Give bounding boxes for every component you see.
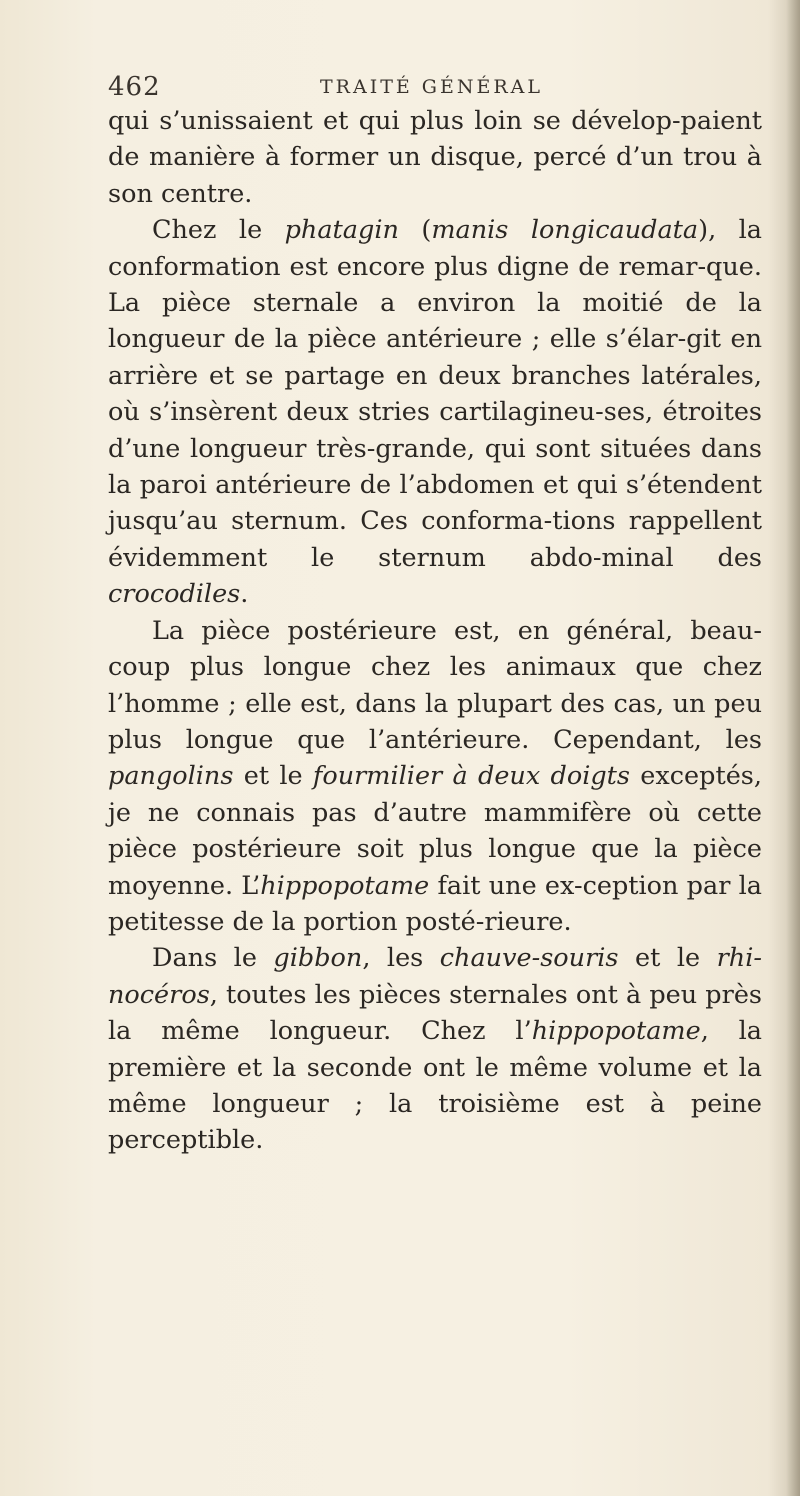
- italic-term: phatagin: [284, 215, 399, 246]
- italic-term: hippopotame: [260, 870, 430, 901]
- italic-term: hippopotame: [531, 1016, 701, 1047]
- text-run: qui s’unissaient et qui plus loin se dévelop-paient de manière à former un disque, percé d’un trou à son centre.: [108, 106, 762, 209]
- body-text: [108, 103, 762, 1159]
- text-run: (: [398, 215, 432, 246]
- italic-term: crocodiles: [108, 579, 241, 610]
- italic-term: gibbon: [273, 943, 363, 974]
- italic-term: chauve-souris: [439, 943, 619, 974]
- text-run: fait une ex-ception par la petitesse de la portion posté-rieure.: [108, 870, 762, 937]
- text-run: , toutes les pièces sternales ont à peu près la même longueur. Chez l’: [108, 979, 762, 1047]
- italic-term: fourmilier à deux doigts: [312, 761, 631, 792]
- text-run: .: [240, 579, 249, 610]
- page-number: 462: [108, 72, 161, 102]
- text-run: Chez le: [152, 215, 285, 246]
- text-run: et le: [233, 761, 313, 792]
- text-run: exceptés, je ne connais pas d’autre mammifère où cette pièce postérieure soit plus longue que la pièce moyenne. L’: [108, 761, 762, 901]
- page-edge-shadow: [786, 0, 800, 1496]
- italic-term: pangolins: [108, 761, 234, 792]
- paragraph-1: [108, 103, 762, 212]
- text-run: ), la conformation est encore plus digne de remar-que. La pièce sternale a environ la moitié de la longueur de la pièce antérieure ; elle s’élar-git en arrière et se partage en deux branches latérales, où s’insèrent deux stries cartilagineu-ses, étroites d’une longueur très-grande, qui sont situées dans la paroi antérieure de l’abdomen et qui s’étendent jusqu’au sternum. Ces conforma-tions rappellent évidemment le sternum abdo-minal des: [108, 215, 762, 573]
- page-header: [108, 72, 748, 106]
- paragraph-4: [108, 940, 762, 1158]
- paragraph-2: [108, 212, 762, 612]
- text-run: La pièce postérieure est, en général, beau-coup plus longue chez les animaux que chez l’homme ; elle est, dans la plupart des cas, un peu plus longue que l’antérieure. Cependant, les: [108, 615, 762, 755]
- paragraph-3: [108, 613, 762, 941]
- text-run: et le: [618, 943, 717, 974]
- italic-term: rhi-nocéros: [108, 943, 762, 1010]
- text-run: Dans le: [152, 943, 274, 974]
- italic-term: manis longicaudata: [431, 215, 699, 246]
- running-title: TRAITÉ GÉNÉRAL: [320, 76, 543, 98]
- text-run: , la première et la seconde ont le même volume et la même longueur ; la troisième est à peine perceptible.: [108, 1016, 762, 1156]
- text-run: , les: [362, 943, 440, 974]
